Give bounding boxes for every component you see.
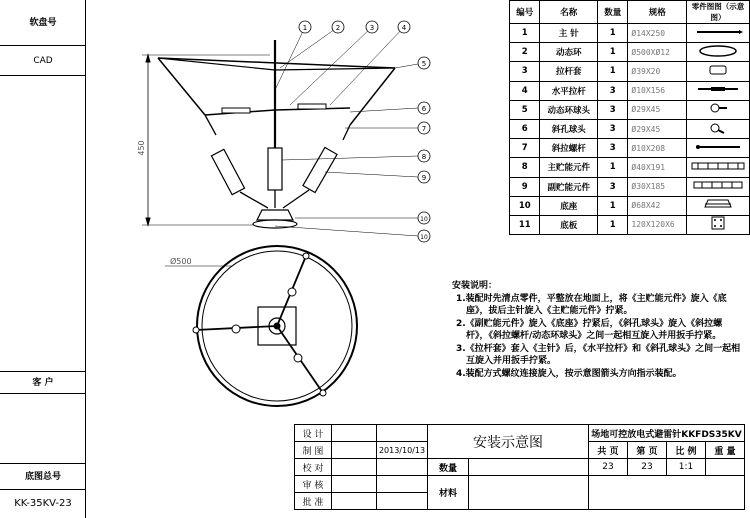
part-qty: 3 bbox=[598, 139, 628, 158]
parts-table-row bbox=[510, 24, 750, 43]
height-dimension-label: 450 bbox=[137, 140, 146, 156]
part-qty: 3 bbox=[598, 177, 628, 196]
design-date bbox=[377, 425, 428, 442]
part-name: 主 针 bbox=[540, 24, 598, 43]
part-name: 底座 bbox=[540, 196, 598, 215]
part-qty: 1 bbox=[598, 24, 628, 43]
screw-rod-icon bbox=[687, 139, 750, 158]
design-value bbox=[332, 425, 377, 442]
part-qty: 1 bbox=[598, 215, 628, 234]
angled-ball-icon bbox=[687, 119, 750, 138]
part-spec: Ø39X20 bbox=[628, 62, 687, 81]
customer-label: 客 户 bbox=[0, 372, 86, 394]
scale-label: 比 例 bbox=[667, 442, 706, 459]
check-label: 校 对 bbox=[295, 459, 332, 476]
sidebar-blank bbox=[0, 76, 86, 372]
part-no: 3 bbox=[510, 62, 540, 81]
part-spec: Ø29X45 bbox=[628, 100, 687, 119]
review-date bbox=[377, 476, 428, 493]
header-qty: 数量 bbox=[598, 1, 628, 24]
plate-icon bbox=[687, 215, 750, 234]
weight-value bbox=[706, 459, 745, 476]
callout-7: 7 bbox=[421, 125, 427, 133]
callout-3: 3 bbox=[369, 24, 375, 32]
approve-label: 批 准 bbox=[295, 493, 332, 510]
part-spec: Ø500XØ12 bbox=[628, 43, 687, 62]
assembly-drawing bbox=[86, 0, 506, 420]
total-pages-label: 共 页 bbox=[589, 442, 628, 459]
part-no: 10 bbox=[510, 196, 540, 215]
callout-4: 4 bbox=[401, 24, 407, 32]
check-date bbox=[377, 459, 428, 476]
qty-label: 数量 bbox=[428, 459, 469, 476]
approve-value bbox=[332, 493, 377, 510]
diameter-dimension-label: Ø500 bbox=[170, 257, 192, 266]
part-name: 水平拉杆 bbox=[540, 81, 598, 100]
approve-date bbox=[377, 493, 428, 510]
part-no: 5 bbox=[510, 100, 540, 119]
part-qty: 1 bbox=[598, 43, 628, 62]
needle-icon bbox=[687, 24, 750, 43]
callout-1: 1 bbox=[302, 24, 308, 32]
part-qty: 3 bbox=[598, 119, 628, 138]
parts-table-row bbox=[510, 81, 750, 100]
notes-title: 安装说明： bbox=[452, 281, 498, 291]
callout-9: 9 bbox=[421, 174, 427, 182]
material-value bbox=[469, 476, 589, 510]
parts-table bbox=[509, 0, 750, 235]
header-diagram: 零件图图（示意图） bbox=[687, 1, 750, 24]
callout-10: 10 bbox=[420, 216, 428, 223]
part-spec: Ø30X185 bbox=[628, 177, 687, 196]
part-spec: Ø40X191 bbox=[628, 158, 687, 177]
drawing-title: 安装示意图 bbox=[428, 425, 589, 459]
design-label: 设 计 bbox=[295, 425, 332, 442]
sleeve-icon bbox=[687, 62, 750, 81]
page-label: 第 页 bbox=[628, 442, 667, 459]
part-no: 8 bbox=[510, 158, 540, 177]
part-qty: 1 bbox=[598, 62, 628, 81]
weight-label: 重 量 bbox=[706, 442, 745, 459]
draft-label: 制 图 bbox=[295, 442, 332, 459]
draft-date: 2013/10/13 bbox=[377, 442, 428, 459]
part-spec: Ø68X42 bbox=[628, 196, 687, 215]
part-spec: Ø14X250 bbox=[628, 24, 687, 43]
sub-storage-icon bbox=[687, 177, 750, 196]
part-name: 动态环 bbox=[540, 43, 598, 62]
part-name: 拉杆套 bbox=[540, 62, 598, 81]
page-value: 23 bbox=[628, 459, 667, 476]
parts-table-row bbox=[510, 100, 750, 119]
ring-icon bbox=[687, 43, 750, 62]
part-no: 11 bbox=[510, 215, 540, 234]
check-value bbox=[332, 459, 377, 476]
callout-2: 2 bbox=[335, 24, 341, 32]
header-spec: 规格 bbox=[628, 1, 687, 24]
part-name: 主贮能元件 bbox=[540, 158, 598, 177]
part-name: 底板 bbox=[540, 215, 598, 234]
part-no: 9 bbox=[510, 177, 540, 196]
software-label: 软盘号 bbox=[0, 0, 86, 46]
parts-table-row bbox=[510, 158, 750, 177]
qty-value bbox=[469, 459, 589, 476]
part-no: 4 bbox=[510, 81, 540, 100]
parts-table-header bbox=[510, 1, 750, 24]
parts-table-row bbox=[510, 177, 750, 196]
review-value bbox=[332, 476, 377, 493]
total-pages: 23 bbox=[589, 459, 628, 476]
customer-value bbox=[0, 394, 86, 464]
note-item: 2.《副贮能元件》旋入《底座》拧紧后，《斜孔球头》旋入《斜拉螺杆》，《斜拉螺杆/动态环球头》之间一起相互旋入并用扳手拧紧。 bbox=[456, 318, 723, 341]
scale-value: 1:1 bbox=[667, 459, 706, 476]
header-no: 编号 bbox=[510, 1, 540, 24]
part-spec: Ø10X208 bbox=[628, 139, 687, 158]
parts-table-row bbox=[510, 119, 750, 138]
review-label: 审 核 bbox=[295, 476, 332, 493]
draft-value bbox=[332, 442, 377, 459]
part-name: 副贮能元件 bbox=[540, 177, 598, 196]
product-name: 场地可控放电式避雷针KKFDS35KV bbox=[589, 425, 745, 442]
part-qty: 1 bbox=[598, 196, 628, 215]
part-name: 动态环球头 bbox=[540, 100, 598, 119]
part-spec: Ø29X45 bbox=[628, 119, 687, 138]
part-spec: 120X120X6 bbox=[628, 215, 687, 234]
part-no: 7 bbox=[510, 139, 540, 158]
note-item: 3.《拉杆套》套入《主针》后，《水平拉杆》和《斜孔球头》之间一起相互旋入并用扳手拧紧。 bbox=[456, 343, 741, 366]
parts-table-row bbox=[510, 43, 750, 62]
drawing-no-label: 底图总号 bbox=[0, 464, 86, 490]
assembly-notes bbox=[452, 280, 742, 380]
part-spec: Ø10X156 bbox=[628, 81, 687, 100]
parts-table-row bbox=[510, 139, 750, 158]
note-item: 1.装配时先清点零件，平整放在地面上，将《主贮能元件》旋入《底座》，拔后主针旋入《主贮能元件》拧紧。 bbox=[456, 293, 727, 316]
company-area bbox=[589, 476, 745, 510]
parts-table-row bbox=[510, 196, 750, 215]
part-no: 2 bbox=[510, 43, 540, 62]
title-block bbox=[294, 424, 745, 510]
parts-table-row bbox=[510, 62, 750, 81]
base-icon bbox=[687, 196, 750, 215]
main-storage-icon bbox=[687, 158, 750, 177]
part-qty: 1 bbox=[598, 158, 628, 177]
callout-6: 6 bbox=[421, 105, 427, 113]
callout-10b: 10 bbox=[420, 234, 428, 241]
header-name: 名称 bbox=[540, 1, 598, 24]
left-info-column bbox=[0, 0, 86, 518]
part-qty: 3 bbox=[598, 81, 628, 100]
drawing-no-value: KK-35KV-23 bbox=[14, 498, 72, 509]
note-item: 4.装配方式螺纹连接旋入，按示意图箭头方向指示装配。 bbox=[456, 368, 682, 379]
part-name: 斜拉螺杆 bbox=[540, 139, 598, 158]
callout-8: 8 bbox=[421, 153, 427, 161]
part-name: 斜孔球头 bbox=[540, 119, 598, 138]
part-no: 1 bbox=[510, 24, 540, 43]
callout-5: 5 bbox=[421, 60, 427, 68]
ball-head-icon bbox=[687, 100, 750, 119]
software-value: CAD bbox=[0, 46, 86, 76]
rod-icon bbox=[687, 81, 750, 100]
part-qty: 3 bbox=[598, 100, 628, 119]
material-label: 材料 bbox=[428, 476, 469, 510]
part-no: 6 bbox=[510, 119, 540, 138]
parts-table-row bbox=[510, 215, 750, 234]
